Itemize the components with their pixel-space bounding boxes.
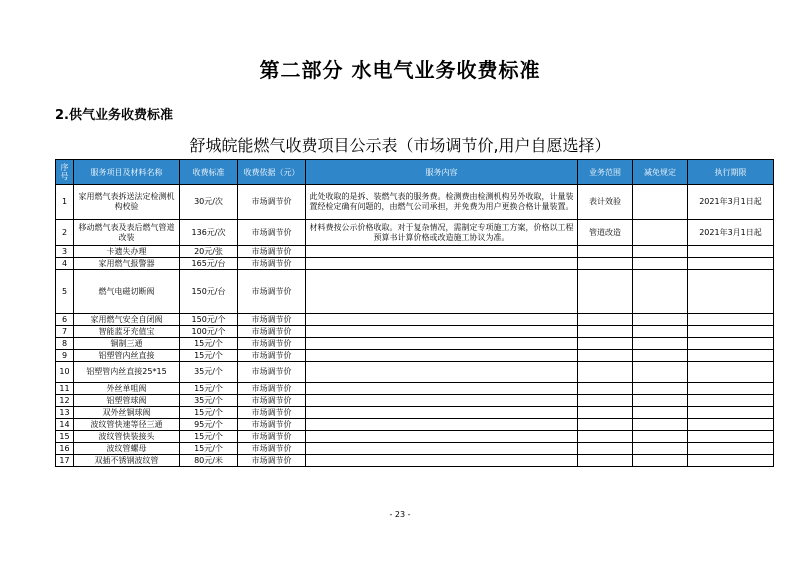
table-row <box>56 258 774 270</box>
table-cell-content <box>306 338 578 350</box>
table-cell-price: 15元/个 <box>180 431 238 443</box>
table-cell-scope <box>578 258 633 270</box>
table-cell-reduction <box>633 419 688 431</box>
table-row <box>56 185 774 220</box>
table-cell-content <box>306 431 578 443</box>
table-cell-price: 20元/张 <box>180 246 238 258</box>
table-cell-content <box>306 443 578 455</box>
table-cell-price: 165元/台 <box>180 258 238 270</box>
header-no: 序号 <box>56 160 74 185</box>
table-cell-content <box>306 314 578 326</box>
page-number: - 23 - <box>389 510 411 519</box>
table-cell-name: 波纹管快速等径三通 <box>74 419 180 431</box>
table-cell-basis: 市场调节价 <box>238 443 306 455</box>
header-scope: 业务范围 <box>578 160 633 185</box>
table-cell-name: 家用燃气安全自闭阀 <box>74 314 180 326</box>
table-cell-basis: 市场调节价 <box>238 326 306 338</box>
table-cell-period <box>688 338 774 350</box>
table-cell-content <box>306 419 578 431</box>
table-cell-content <box>306 455 578 467</box>
table-cell-no: 15 <box>56 431 74 443</box>
table-header-row <box>56 160 774 185</box>
table-cell-name: 外丝单咀阀 <box>74 383 180 395</box>
table-cell-price: 35元/个 <box>180 395 238 407</box>
table-cell-scope <box>578 407 633 419</box>
table-cell-name: 波纹管螺母 <box>74 443 180 455</box>
table-cell-price: 95元/个 <box>180 419 238 431</box>
table-cell-reduction <box>633 362 688 383</box>
table-cell-reduction <box>633 350 688 362</box>
table-row <box>56 220 774 246</box>
table-cell-scope <box>578 350 633 362</box>
table-cell-reduction <box>633 338 688 350</box>
table-cell-name: 家用燃气报警器 <box>74 258 180 270</box>
table-cell-no: 10 <box>56 362 74 383</box>
table-cell-content: 材料费按公示价格收取。对于复杂情况，需制定专项施工方案，价格以工程预算书计算价格或改造施工协议为准。 <box>306 220 578 246</box>
table-cell-basis: 市场调节价 <box>238 362 306 383</box>
table-cell-scope <box>578 338 633 350</box>
table-cell-basis: 市场调节价 <box>238 350 306 362</box>
table-cell-name: 铝塑管内丝直接25*15 <box>74 362 180 383</box>
table-cell-no: 2 <box>56 220 74 246</box>
table-cell-name: 波纹管快装接头 <box>74 431 180 443</box>
table-cell-scope <box>578 455 633 467</box>
table-cell-basis: 市场调节价 <box>238 270 306 314</box>
table-cell-content <box>306 407 578 419</box>
table-cell-reduction <box>633 455 688 467</box>
table-row <box>56 350 774 362</box>
table-cell-period <box>688 362 774 383</box>
table-cell-scope: 表计效验 <box>578 185 633 220</box>
table-cell-basis: 市场调节价 <box>238 185 306 220</box>
table-cell-price: 30元/次 <box>180 185 238 220</box>
table-row <box>56 362 774 383</box>
table-cell-scope <box>578 270 633 314</box>
table-cell-reduction <box>633 220 688 246</box>
table-cell-scope <box>578 326 633 338</box>
table-cell-scope <box>578 431 633 443</box>
table-row <box>56 443 774 455</box>
table-cell-reduction <box>633 326 688 338</box>
table-cell-reduction <box>633 443 688 455</box>
table-cell-no: 13 <box>56 407 74 419</box>
table-cell-price: 150元/台 <box>180 270 238 314</box>
table-cell-basis: 市场调节价 <box>238 407 306 419</box>
table-cell-price: 100元/个 <box>180 326 238 338</box>
table-cell-period <box>688 350 774 362</box>
table-cell-reduction <box>633 185 688 220</box>
header-content: 服务内容 <box>306 160 578 185</box>
table-cell-basis: 市场调节价 <box>238 395 306 407</box>
table-cell-period <box>688 246 774 258</box>
table-cell-scope <box>578 443 633 455</box>
table-cell-period <box>688 443 774 455</box>
table-cell-no: 17 <box>56 455 74 467</box>
table-cell-price: 15元/个 <box>180 443 238 455</box>
table-cell-no: 8 <box>56 338 74 350</box>
table-cell-no: 1 <box>56 185 74 220</box>
table-cell-price: 80元/米 <box>180 455 238 467</box>
header-basis: 收费依据（元） <box>238 160 306 185</box>
page-title: 第二部分 水电气业务收费标准 <box>259 58 541 82</box>
table-cell-price: 136元/次 <box>180 220 238 246</box>
table-cell-no: 3 <box>56 246 74 258</box>
table-cell-period <box>688 258 774 270</box>
table-cell-period <box>688 383 774 395</box>
table-cell-content <box>306 326 578 338</box>
table-cell-period <box>688 455 774 467</box>
table-cell-scope <box>578 362 633 383</box>
table-title: 舒城皖能燃气收费项目公示表（市场调节价,用户自愿选择） <box>189 136 611 155</box>
table-cell-name: 家用燃气表拆送法定检测机构校验 <box>74 185 180 220</box>
table-cell-price: 15元/个 <box>180 338 238 350</box>
table-cell-basis: 市场调节价 <box>238 258 306 270</box>
table-cell-reduction <box>633 270 688 314</box>
header-name: 服务项目及材料名称 <box>74 160 180 185</box>
table-cell-name: 铝塑管球阀 <box>74 395 180 407</box>
table-cell-scope: 管道改造 <box>578 220 633 246</box>
table-cell-content <box>306 362 578 383</box>
table-cell-content <box>306 350 578 362</box>
table-row <box>56 395 774 407</box>
table-cell-price: 15元/个 <box>180 383 238 395</box>
table-row <box>56 338 774 350</box>
table-row <box>56 431 774 443</box>
table-cell-basis: 市场调节价 <box>238 419 306 431</box>
table-cell-scope <box>578 246 633 258</box>
table-cell-reduction <box>633 395 688 407</box>
table-row <box>56 407 774 419</box>
table-cell-basis: 市场调节价 <box>238 314 306 326</box>
table-row <box>56 383 774 395</box>
table-cell-period <box>688 395 774 407</box>
table-cell-no: 9 <box>56 350 74 362</box>
table-cell-basis: 市场调节价 <box>238 220 306 246</box>
table-cell-price: 15元/个 <box>180 407 238 419</box>
table-cell-period: 2021年3月1日起 <box>688 220 774 246</box>
table-cell-period <box>688 314 774 326</box>
table-row <box>56 455 774 467</box>
header-period: 执行期限 <box>688 160 774 185</box>
table-cell-content: 此处收取的是拆、装燃气表的服务费。检测费由检测机构另外收取，计量装置经检定确有问题的，由燃气公司承担，并免费为用户更换合格计量装置。 <box>306 185 578 220</box>
table-cell-scope <box>578 419 633 431</box>
table-cell-content <box>306 270 578 314</box>
table-cell-name: 移动燃气表及表后燃气管道改装 <box>74 220 180 246</box>
table-cell-name: 双插不锈钢波纹管 <box>74 455 180 467</box>
table-cell-no: 12 <box>56 395 74 407</box>
table-cell-price: 15元/个 <box>180 350 238 362</box>
table-cell-name: 铜制三通 <box>74 338 180 350</box>
table-cell-name: 卡遗失办理 <box>74 246 180 258</box>
table-cell-no: 11 <box>56 383 74 395</box>
table-cell-content <box>306 258 578 270</box>
table-cell-reduction <box>633 314 688 326</box>
table-cell-content <box>306 383 578 395</box>
table-cell-name: 双外丝铜球阀 <box>74 407 180 419</box>
table-cell-period <box>688 270 774 314</box>
table-row <box>56 270 774 314</box>
table-row <box>56 326 774 338</box>
header-reduction: 减免规定 <box>633 160 688 185</box>
table-cell-name: 智能蓝牙充值宝 <box>74 326 180 338</box>
table-cell-no: 14 <box>56 419 74 431</box>
table-row <box>56 419 774 431</box>
table-cell-content <box>306 246 578 258</box>
table-cell-price: 150元/个 <box>180 314 238 326</box>
table-cell-no: 16 <box>56 443 74 455</box>
table-cell-no: 4 <box>56 258 74 270</box>
section-heading: 2.供气业务收费标准 <box>55 108 173 123</box>
table-cell-scope <box>578 383 633 395</box>
table-cell-basis: 市场调节价 <box>238 246 306 258</box>
table-cell-basis: 市场调节价 <box>238 338 306 350</box>
header-price: 收费标准 <box>180 160 238 185</box>
table-cell-basis: 市场调节价 <box>238 431 306 443</box>
table-cell-reduction <box>633 246 688 258</box>
table-cell-basis: 市场调节价 <box>238 383 306 395</box>
table-cell-name: 铝塑管内丝直接 <box>74 350 180 362</box>
table-cell-basis: 市场调节价 <box>238 455 306 467</box>
table-cell-scope <box>578 314 633 326</box>
fee-table <box>55 159 774 467</box>
table-cell-period <box>688 407 774 419</box>
table-cell-period <box>688 431 774 443</box>
table-row <box>56 314 774 326</box>
table-cell-no: 5 <box>56 270 74 314</box>
table-cell-reduction <box>633 383 688 395</box>
table-cell-no: 7 <box>56 326 74 338</box>
table-cell-content <box>306 395 578 407</box>
table-cell-no: 6 <box>56 314 74 326</box>
table-cell-period <box>688 326 774 338</box>
table-cell-scope <box>578 395 633 407</box>
table-cell-price: 35元/个 <box>180 362 238 383</box>
table-cell-period <box>688 419 774 431</box>
table-cell-period: 2021年3月1日起 <box>688 185 774 220</box>
table-row <box>56 246 774 258</box>
table-cell-reduction <box>633 258 688 270</box>
table-cell-reduction <box>633 407 688 419</box>
table-cell-name: 燃气电磁切断阀 <box>74 270 180 314</box>
table-cell-reduction <box>633 431 688 443</box>
